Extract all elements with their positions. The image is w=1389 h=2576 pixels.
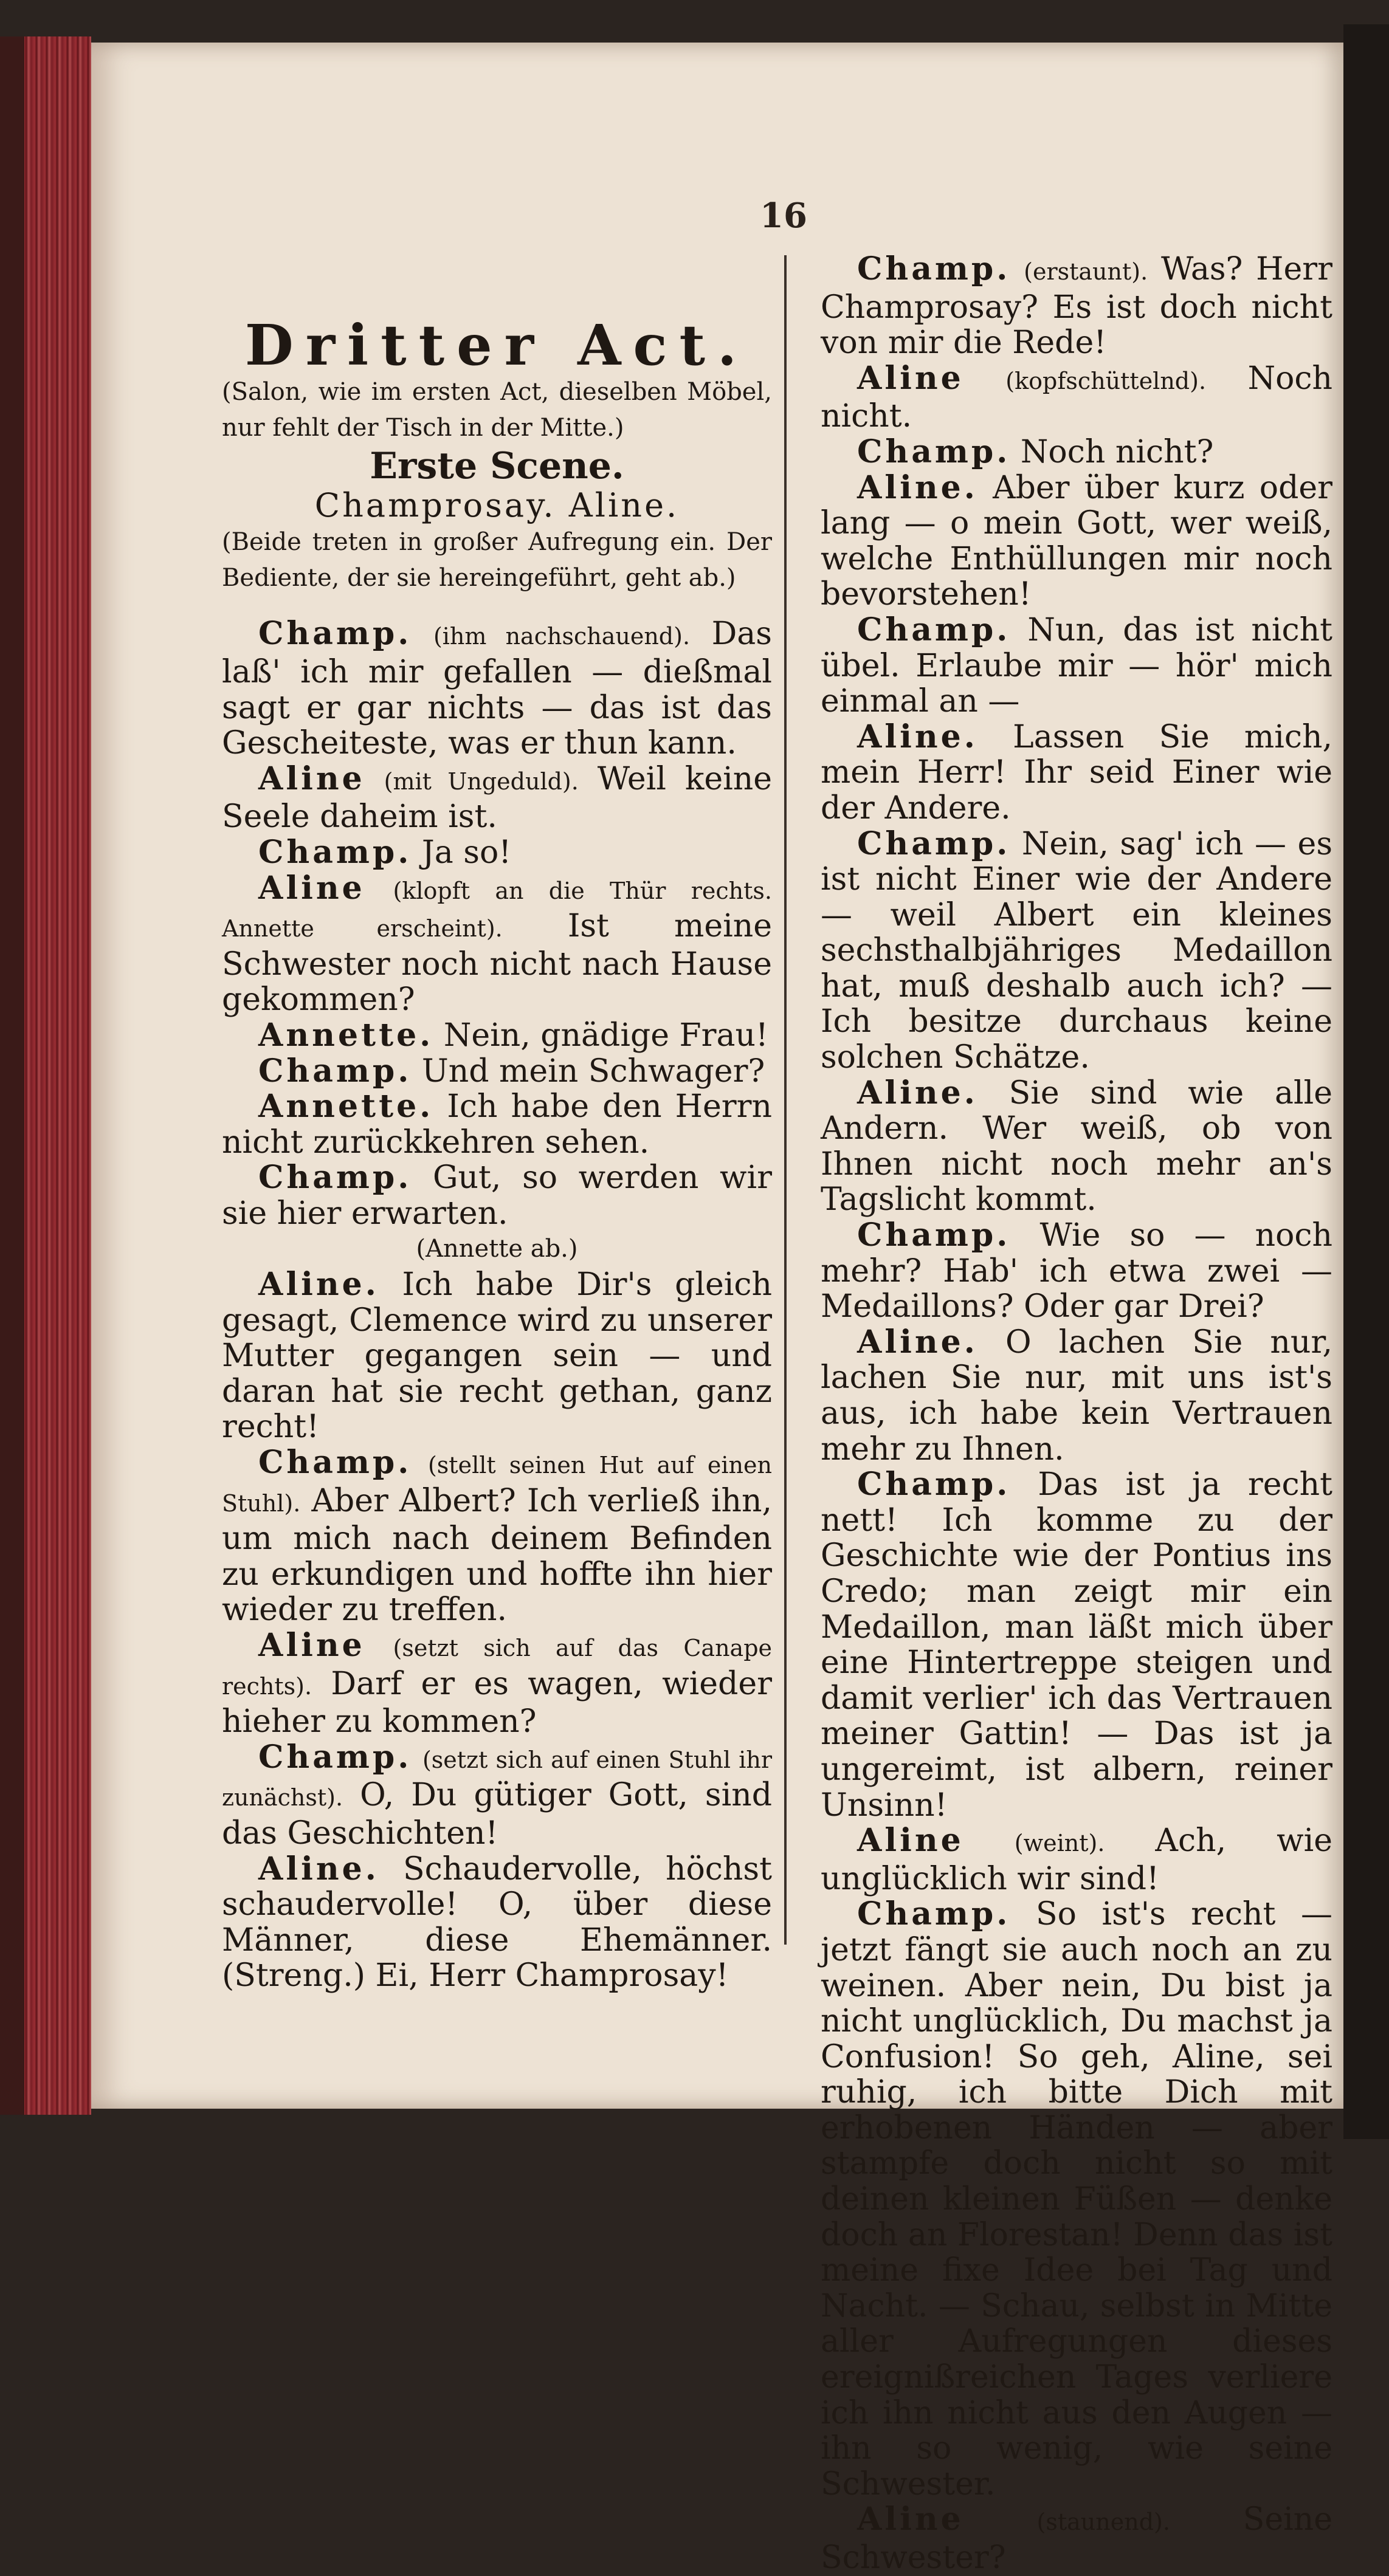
scene-title: Erste Scene. (370, 445, 624, 488)
dialogue-line (222, 1852, 772, 1994)
dialogue-line (222, 1267, 772, 1445)
column-divider (784, 255, 787, 1945)
line-text: Noch nicht. (821, 360, 1333, 435)
line-text: Gut, so werden wir sie hier erwarten. (222, 1159, 772, 1232)
line-text: Ich habe den Herrn nicht zurückkehren sehen. (222, 1088, 773, 1161)
line-text: Schaudervolle, höchst schaudervolle! O, über diese Männer, diese Ehemänner. (Streng.) Ei, Herr Champrosay! (222, 1850, 772, 1994)
line-text: Ist meine Schwester noch nicht nach Hause gekommen? (222, 908, 772, 1018)
stage-direction: (weint). (1014, 1830, 1105, 1857)
line-text: Sie sind wie alle Andern. Wer weiß, ob von Ihnen nicht noch mehr an's Tagslicht kommt. (821, 1074, 1332, 1218)
speaker: Aline (857, 1822, 964, 1860)
stage-direction: (klopft an die Thür rechts. Annette erscheint). (222, 877, 772, 943)
speaker: Champ. (857, 433, 1011, 470)
dialogue-line (821, 1325, 1332, 1467)
speaker: Aline (857, 359, 964, 397)
entrance-direction: (Beide treten in großer Aufregung ein. Der Bediente, der sie hereingeführt, geht ab.) (222, 528, 772, 592)
speaker: Champ. (857, 250, 1011, 287)
dialogue-line (222, 1089, 772, 1160)
speaker: Aline. (857, 718, 978, 755)
dialogue-line (821, 613, 1332, 720)
line-text: Weil keine Seele daheim ist. (222, 760, 772, 836)
dialogue-line (821, 361, 1332, 434)
line-text: Wie so — noch mehr? Hab' ich etwa zwei — Medaillons? Oder gar Drei? (821, 1217, 1332, 1325)
scene-persons: Champrosay. Aline. (314, 486, 680, 525)
line-text: O lachen Sie nur, lachen Sie nur, mit uns ist's aus, ich habe kein Vertrauen mehr zu Ihnen. (821, 1324, 1332, 1468)
stage-direction: (setzt sich auf das Canape rechts). (222, 1635, 773, 1700)
stage-direction: (mit Ungeduld). (384, 768, 579, 795)
stage-direction: (staunend). (1036, 2509, 1170, 2536)
dialogue-line (821, 826, 1332, 1076)
line-text: Lassen Sie mich, mein Herr! Ihr seid Einer wie der Andere. (821, 718, 1333, 826)
speaker: Aline (258, 869, 365, 907)
speaker: Aline. (857, 1323, 978, 1361)
dialogue-line (222, 1445, 772, 1628)
dialogue-line (821, 1467, 1332, 1823)
line-text: Seine Schwester? (821, 2501, 1332, 2576)
speaker: Champ. (258, 1159, 412, 1197)
speaker: Champ. (258, 1738, 412, 1776)
speaker: Annette. (258, 1088, 434, 1125)
dialogue-line (222, 1054, 772, 1090)
stage-direction: (erstaunt). (1024, 258, 1148, 285)
speaker: Aline. (857, 469, 978, 506)
speaker: Champ. (857, 611, 1011, 648)
line-text: Ja so! (421, 834, 512, 871)
line-text: Nein, gnädige Frau! (443, 1017, 768, 1054)
line-text: Nun, das ist nicht übel. Erlaube mir — hör' mich einmal an — (821, 611, 1332, 720)
book-edge (0, 36, 91, 2115)
dialogue-line (821, 470, 1332, 613)
speaker: Champ. (258, 1444, 412, 1482)
line-text: Ach, wie unglücklich wir sind! (821, 1822, 1333, 1897)
line-text: Das laß' ich mir gefallen — dießmal sagt er gar nichts — das ist das Gescheiteste, was er thun kann. (222, 616, 772, 762)
dialogue-line (821, 1823, 1332, 1897)
dialogue-line (821, 2502, 1332, 2575)
dialogue-line (222, 1018, 772, 1054)
dialogue-line (821, 720, 1332, 826)
dialogue-line (821, 252, 1332, 361)
speaker: Champ. (857, 1217, 1011, 1254)
speaker: Champ. (258, 615, 412, 653)
dialogue-line (222, 616, 772, 761)
act-title: Dritter Act. (244, 312, 750, 378)
right-column (821, 252, 1332, 2576)
right-background (1343, 24, 1389, 2139)
stage-direction: (stellt seinen Hut auf einen Stuhl). (222, 1452, 772, 1517)
stage-direction: (ihm nachschauend). (433, 623, 691, 650)
speaker: Annette. (258, 1016, 434, 1054)
line-text: Aber Albert? Ich verließ ihn, um mich nach deinem Befinden zu erkundigen und hoffte ihn hier wieder zu treffen. (222, 1482, 772, 1629)
speaker: Champ. (857, 1466, 1011, 1503)
left-column (222, 312, 773, 1994)
line-text: Noch nicht? (1020, 433, 1214, 470)
line-text: Das ist ja recht nett! Ich komme zu der Geschichte wie der Pontius ins Credo; man zeigt mir ein Medaillon, man läßt mich über eine Hintertreppe steigen und damit verlier' ich das Vertrauen meiner Gattin! — Das ist ja ungereimt, ist albern, reiner Unsinn! (821, 1466, 1333, 1824)
dialogue-line (821, 1897, 1332, 2502)
speaker: Champ. (258, 1052, 412, 1090)
dialogue-line (222, 835, 772, 871)
dialogue-line (222, 871, 772, 1018)
line-text: O, Du gütiger Gott, sind das Geschichten! (222, 1777, 772, 1852)
speaker: Aline (857, 2501, 964, 2538)
dialogue-line (821, 1218, 1332, 1325)
speaker: Champ. (258, 833, 412, 871)
line-text: Und mein Schwager? (421, 1053, 765, 1090)
stage-direction: (setzt sich auf einen Stuhl ihr zunächst). (222, 1746, 772, 1812)
speaker: Aline (258, 1627, 365, 1664)
dialogue-line (222, 1628, 772, 1740)
exit-direction: (Annette ab.) (416, 1235, 578, 1263)
dialogue-line (821, 1076, 1332, 1218)
speaker: Aline. (258, 1850, 379, 1887)
line-text: So ist's recht — jetzt fängt sie auch noch an zu weinen. Aber nein, Du bist ja nicht unglücklich, Du machst ja Confusion! So geh, Aline, sei ruhig, ich bitte Dich mit erhobenen Händen — aber stampfe doch nicht so mit deinen kleinen Füßen — denke doch an Florestan! Denn das ist meine fixe Idee bei Tag und Nacht. — Schau, selbst in Mitte aller Aufregungen dieses ereignißreichen Tages verliere ich ihn nicht aus den Augen — ihn so wenig, wie seine Schwester. (821, 1896, 1332, 2502)
setting-direction: (Salon, wie im ersten Act, dieselben Möbel, nur fehlt der Tisch in der Mitte.) (222, 378, 772, 442)
speaker: Champ. (857, 1895, 1011, 1933)
line-text: Darf er es wagen, wieder hieher zu kommen? (222, 1665, 772, 1740)
line-text: Nein, sag' ich — es ist nicht Einer wie der Andere — weil Albert ein kleines sechsthalbjähriges Medaillon hat, muß deshalb auch ich? — Ich besitze durchaus keine solchen Schätze. (821, 825, 1332, 1076)
dialogue-line (821, 434, 1332, 470)
line-text: Was? Herr Champrosay? Es ist doch nicht von mir die Rede! (821, 251, 1333, 362)
dialogue-line (222, 761, 772, 835)
speaker: Champ. (857, 825, 1011, 862)
stage-direction: (kopfschüttelnd). (1005, 367, 1207, 394)
speaker: Aline (258, 760, 365, 797)
speaker: Aline. (857, 1074, 978, 1111)
speaker: Aline. (258, 1266, 379, 1303)
dialogue-line (222, 1740, 772, 1852)
page-number: 16 (760, 196, 807, 236)
line-text: Aber über kurz oder lang — o mein Gott, wer weiß, welche Enthüllungen mir noch bevorstehen! (821, 469, 1332, 613)
line-text: Ich habe Dir's gleich gesagt, Clemence wird zu unserer Mutter gegangen sein — und daran hat sie recht gethan, ganz recht! (222, 1266, 773, 1446)
dialogue-line (222, 1160, 772, 1231)
